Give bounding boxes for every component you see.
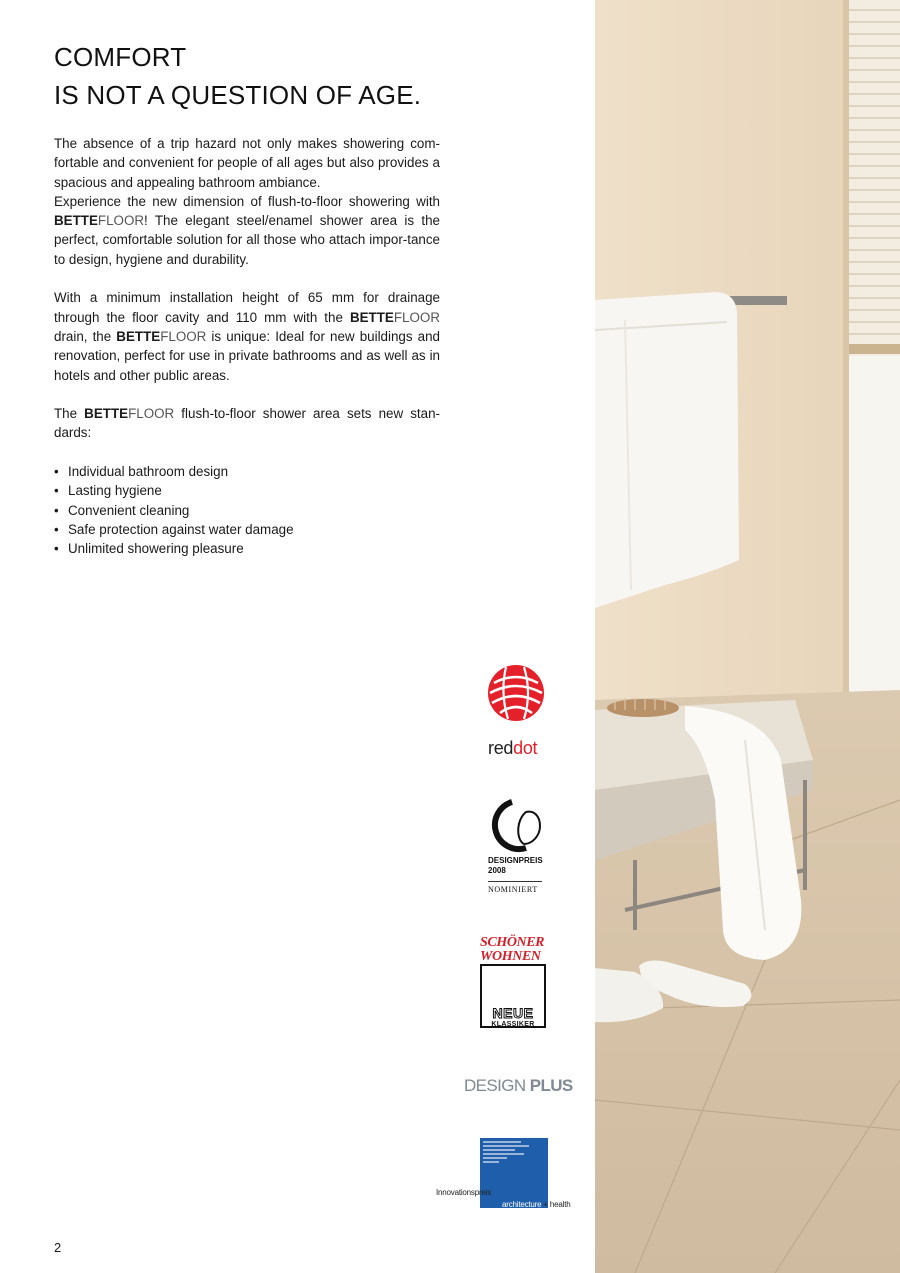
innovationspreis-text-lines bbox=[483, 1141, 537, 1165]
designpreis-divider bbox=[488, 881, 542, 882]
designpreis-label: DESIGNPREIS 2008 bbox=[488, 856, 543, 875]
brand-name-light: FLOOR bbox=[97, 213, 145, 229]
list-item: • Individual bathroom design bbox=[54, 462, 440, 481]
neue-label: NEUE bbox=[492, 1005, 534, 1021]
headline-line-2: IS NOT A QUESTION OF AGE. bbox=[54, 80, 422, 110]
brand-name-bold: BETTE bbox=[349, 309, 394, 325]
brand-name-light: FLOOR bbox=[393, 309, 440, 325]
designpreis-nominated: NOMINIERT bbox=[488, 885, 538, 894]
architecture-health-label: architecture + health bbox=[502, 1200, 571, 1209]
brand-name-bold: BETTE bbox=[116, 328, 161, 344]
body-text bbox=[54, 134, 440, 443]
innovationspreis-label: Innovationspreis bbox=[436, 1188, 492, 1197]
brand-name-light: FLOOR bbox=[160, 328, 207, 344]
brand-name-bold: BETTE bbox=[84, 406, 129, 422]
bathroom-photo-image bbox=[595, 0, 900, 1273]
paragraph-standards bbox=[54, 404, 440, 443]
paragraph-installation-text-end: is unique: Ideal for new buildings and renovation, perfect for use in private bathrooms and as well as in hotels and other public areas. bbox=[54, 328, 440, 383]
paragraph-experience bbox=[54, 192, 440, 269]
feature-list bbox=[54, 462, 440, 558]
list-item: • Safe protection against water damage bbox=[54, 520, 440, 539]
brand-name-light: FLOOR bbox=[128, 406, 175, 422]
paragraph-installation-text: With a minimum installation height of 65 mm for drainage through the floor cavity and 110 mm with the bbox=[54, 290, 440, 325]
list-item: • Unlimited showering pleasure bbox=[54, 539, 440, 558]
paragraph-standards-text: The bbox=[54, 406, 85, 422]
list-item: • Lasting hygiene bbox=[54, 481, 440, 500]
neue-klassiker-badge bbox=[480, 964, 546, 1028]
main-text-column bbox=[54, 38, 440, 559]
brand-name-bold: BETTE bbox=[54, 213, 98, 229]
paragraph-intro bbox=[54, 134, 440, 192]
list-item: • Convenient cleaning bbox=[54, 501, 440, 520]
headline-line-1: COMFORT bbox=[54, 42, 187, 72]
schoener-wohnen-title: SCHÖNER WOHNEN bbox=[480, 935, 545, 964]
paragraph-experience-text-end: ! The elegant steel/enamel shower area is the perfect, comfortable solution for all those who attach impor-tance to design, hygiene and durability. bbox=[54, 213, 440, 267]
reddot-logo-icon bbox=[486, 663, 546, 723]
paragraph-installation bbox=[54, 288, 440, 384]
page-headline bbox=[54, 38, 440, 114]
paragraph-standards-text-end: flush-to-floor shower area sets new stan-dards: bbox=[54, 406, 441, 441]
page-number: 2 bbox=[54, 1240, 62, 1255]
innovationspreis-badge bbox=[480, 1138, 548, 1208]
paragraph-intro-text: The absence of a trip hazard not only makes showering com-fortable and convenient for people of all ages but also provides a spacious and appealing bathroom ambiance. bbox=[54, 136, 440, 190]
paragraph-experience-text: Experience the new dimension of flush-to-floor showering with bbox=[54, 193, 440, 209]
design-plus-logo: DESIGN PLUS bbox=[464, 1076, 573, 1095]
bathroom-photo bbox=[595, 0, 900, 1273]
designpreis-logo-icon bbox=[486, 798, 546, 854]
paragraph-installation-text-mid: drain, the bbox=[54, 328, 117, 344]
klassiker-label: KLASSIKER bbox=[491, 1021, 535, 1028]
reddot-wordmark: reddot bbox=[488, 738, 538, 758]
